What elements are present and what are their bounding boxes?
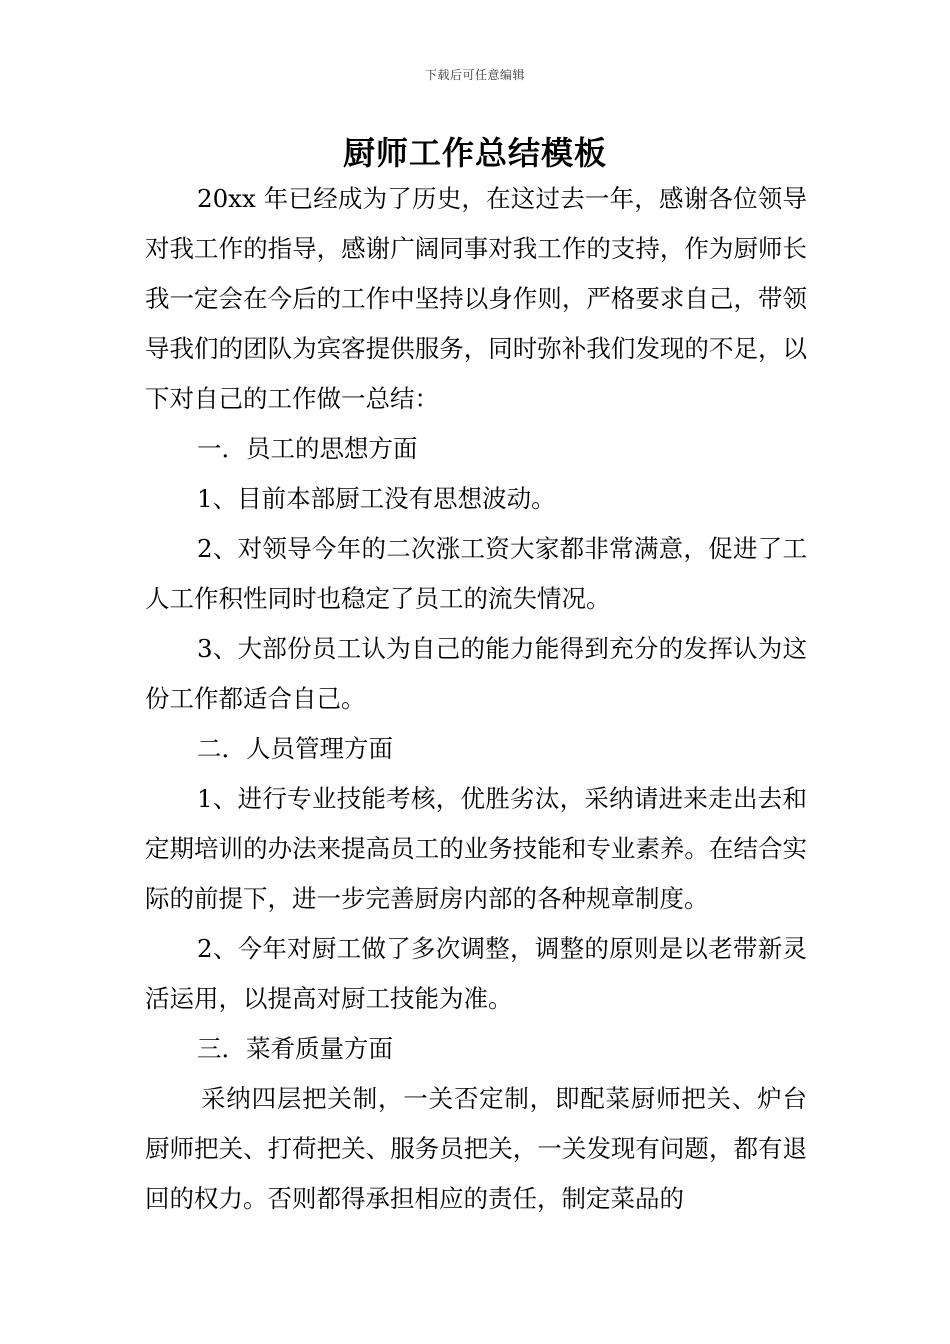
header-note: 下载后可任意编辑: [424, 68, 525, 82]
list-item-1-2: 2、对领导今年的二次涨工资大家都非常满意，促进了工人工作积性同时也稳定了员工的流失情况。: [145, 534, 807, 613]
document-title: 厨师工作总结模板: [342, 134, 607, 172]
section-heading-3: 三．菜肴质量方面: [197, 1034, 393, 1063]
document-body: [145, 174, 807, 1224]
paragraph-quality: 采纳四层把关制，一关否定制，即配菜厨师把关、炉台厨师把关、打荷把关、服务员把关，一关发现有问题，都有退回的权力。否则都得承担相应的责任，制定菜品的: [145, 1084, 807, 1213]
section-heading-1: 一．员工的思想方面: [197, 434, 418, 463]
section-heading-2: 二．人员管理方面: [197, 734, 393, 763]
list-item-1-1: 1、目前本部厨工没有思想波动。: [197, 484, 556, 513]
list-item-2-2: 2、今年对厨工做了多次调整，调整的原则是以老带新灵活运用，以提高对厨工技能为准。: [145, 934, 807, 1013]
list-item-1-3: 3、大部份员工认为自己的能力能得到充分的发挥认为这份工作都适合自己。: [145, 634, 807, 713]
list-item-2-1: 1、进行专业技能考核，优胜劣汰，采纳请进来走出去和定期培训的办法来提高员工的业务技能和专业素养。在结合实际的前提下，进一步完善厨房内部的各种规章制度。: [145, 784, 807, 913]
paragraph-intro: 20xx 年已经成为了历史，在这过去一年，感谢各位领导对我工作的指导，感谢广阔同事对我工作的支持，作为厨师长我一定会在今后的工作中坚持以身作则，严格要求自己，带领导我们的团队为宾客提供服务，同时弥补我们发现的不足，以下对自己的工作做一总结：: [145, 184, 807, 413]
